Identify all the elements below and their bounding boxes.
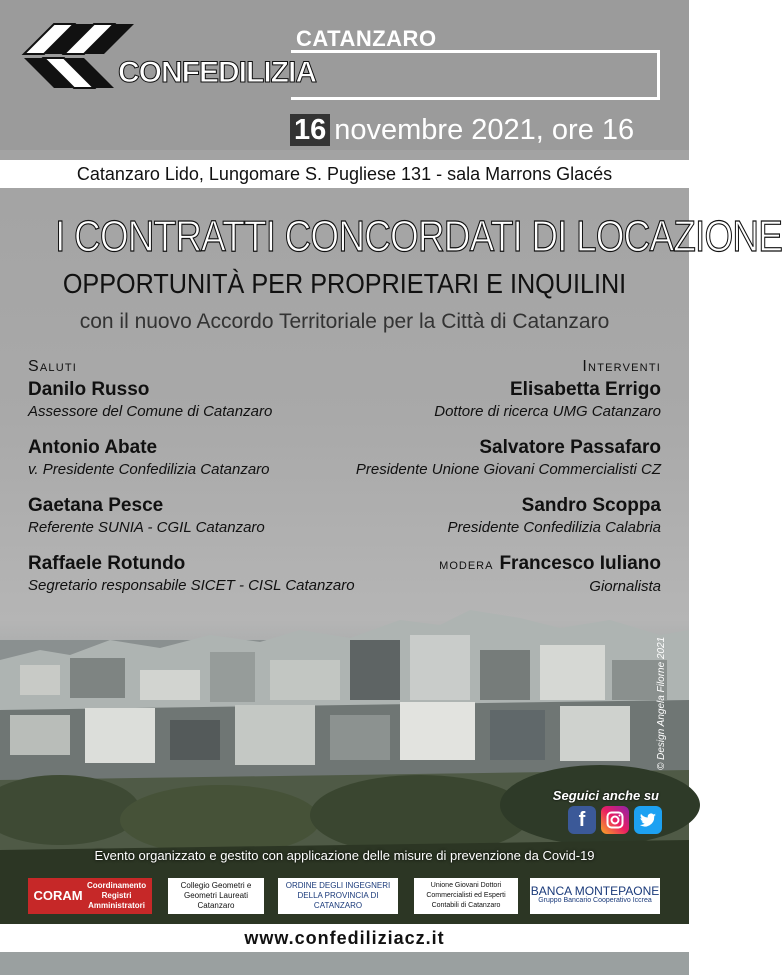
speaker-role: Presidente Unione Giovani Commercialisti CZ <box>355 461 661 478</box>
event-date <box>290 114 634 147</box>
speaker <box>28 436 355 480</box>
moderator-role: Giornalista <box>589 578 661 595</box>
speaker-role: v. Presidente Confedilizia Catanzaro <box>28 461 270 478</box>
speaker-name: Elisabetta Errigo <box>510 379 661 400</box>
brand-name: CONFEDILIZIA <box>118 56 316 89</box>
sponsor-tagline: Gruppo Bancario Cooperativo Iccrea <box>538 897 652 904</box>
sponsor-text: Coordinamento Registri Amministratori <box>86 881 147 910</box>
sponsor-ingegneri <box>278 878 398 914</box>
city-frame <box>291 50 660 100</box>
speaker-name: Raffaele Rotundo <box>28 553 186 574</box>
subtitle: OPPORTUNITÀ PER PROPRIETARI E INQUILINI <box>62 268 627 299</box>
sponsor-text: Unione Giovani Dottori Commercialisti ed Esperti Contabili di Catanzaro <box>426 882 506 909</box>
sponsor-text: BANCA MONTEPAONE <box>530 884 660 898</box>
moderator-label: modera <box>439 556 494 573</box>
speaker <box>356 378 661 422</box>
speaker-role: Assessore del Comune di Catanzaro <box>28 403 273 420</box>
subtitle-secondary: con il nuovo Accordo Territoriale per la Città di Catanzaro <box>79 310 610 333</box>
speaker-name: Salvatore Passafaro <box>479 437 661 458</box>
main-title: I CONTRATTI CONCORDATI DI LOCAZIONE <box>55 212 782 261</box>
saluti-column <box>28 358 355 596</box>
moderator-name: Francesco Iuliano <box>499 553 661 574</box>
social-label: Seguici anche su <box>552 788 659 803</box>
saluti-heading: Saluti <box>28 358 78 375</box>
sponsor-coram <box>28 878 152 914</box>
event-date-rest: novembre 2021, ore 16 <box>334 114 635 146</box>
sponsor-strip <box>0 870 689 922</box>
sponsor-geometri <box>168 878 264 914</box>
design-credit: © Design Angela Filorne 2021 <box>656 636 667 770</box>
twitter-icon[interactable] <box>634 806 662 834</box>
website-link[interactable]: www.confediliziacz.it <box>0 924 689 952</box>
speaker-name: Sandro Scoppa <box>521 495 661 516</box>
speaker <box>356 436 661 480</box>
speaker <box>28 494 355 538</box>
speaker <box>356 494 661 538</box>
speaker <box>28 378 355 422</box>
instagram-icon[interactable] <box>601 806 629 834</box>
sponsor-banca <box>530 878 660 914</box>
facebook-icon[interactable]: f <box>568 806 596 834</box>
covid-note: Evento organizzato e gestito con applicazione delle misure di prevenzione da Covid-19 <box>94 848 595 863</box>
interventi-heading: Interventi <box>582 358 661 375</box>
speaker-name: Gaetana Pesce <box>28 495 164 516</box>
speaker-role: Segretario responsabile SICET - CISL Catanzaro <box>28 577 355 594</box>
sponsor-text: ORDINE DEGLI INGEGNERI DELLA PROVINCIA DI CATANZARO <box>285 881 391 910</box>
sponsor-text: Collegio Geometri e Geometri Laureati Catanzaro <box>180 881 252 910</box>
sponsor-unione-giovani <box>414 878 518 914</box>
event-day: 16 <box>290 114 330 146</box>
event-venue: Catanzaro Lido, Lungomare S. Pugliese 131 - sala Marrons Glacés <box>76 164 613 184</box>
interventi-column <box>356 358 661 597</box>
speaker-name: Antonio Abate <box>28 437 158 458</box>
city-label: CATANZARO <box>296 26 437 51</box>
speaker-role: Dottore di ricerca UMG Catanzaro <box>434 403 661 420</box>
speaker-role: Presidente Confedilizia Calabria <box>447 519 661 536</box>
speaker-name: Danilo Russo <box>28 379 150 400</box>
sponsor-name: CORAM <box>33 888 83 903</box>
speaker-role: Referente SUNIA - CGIL Catanzaro <box>28 519 265 536</box>
